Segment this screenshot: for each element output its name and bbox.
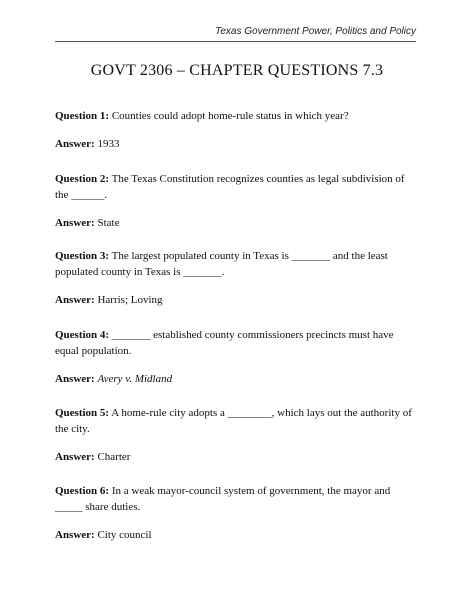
- question-block-1: [55, 108, 416, 152]
- answer-6: [55, 527, 416, 543]
- answer-label: Answer:: [55, 217, 95, 229]
- question-block-5: [55, 405, 416, 465]
- question-text: A home-rule city adopts a ________, which lays out the authority of the city.: [55, 407, 412, 435]
- question-label: Question 4:: [55, 329, 110, 341]
- answer-text: Harris; Loving: [97, 294, 163, 306]
- answer-label: Answer:: [55, 451, 95, 463]
- answer-label: Answer:: [55, 294, 95, 306]
- question-5: [55, 405, 416, 437]
- answer-1: [55, 136, 416, 152]
- question-4: [55, 327, 416, 359]
- page-title: GOVT 2306 – CHAPTER QUESTIONS 7.3: [90, 62, 384, 79]
- question-label: Question 6:: [55, 485, 110, 497]
- question-block-4: [55, 327, 416, 387]
- question-6: [55, 483, 416, 515]
- question-label: Question 3:: [55, 250, 110, 262]
- answer-2: [55, 215, 416, 231]
- question-block-2: [55, 171, 416, 231]
- answer-5: [55, 449, 416, 465]
- question-text: The Texas Constitution recognizes counties as legal subdivision of the ______.: [55, 173, 405, 201]
- answer-3: [55, 292, 416, 308]
- question-1: [55, 108, 416, 124]
- answer-text: Charter: [97, 451, 131, 463]
- answer-text: Avery v. Midland: [97, 373, 173, 385]
- answer-label: Answer:: [55, 138, 95, 150]
- question-label: Question 5:: [55, 407, 110, 419]
- running-header: Texas Government Power, Politics and Policy: [215, 26, 416, 37]
- answer-text: City council: [97, 529, 152, 541]
- answer-text: 1933: [97, 138, 120, 150]
- question-text: _______ established county commissioners precincts must have equal population.: [55, 329, 394, 357]
- question-text: In a weak mayor-council system of government, the mayor and _____ share duties.: [55, 485, 391, 513]
- question-text: The largest populated county in Texas is _______ and the least populated county in Texas is _______.: [55, 250, 388, 278]
- question-label: Question 1:: [55, 110, 110, 122]
- question-2: [55, 171, 416, 203]
- question-label: Question 2:: [55, 173, 110, 185]
- question-text: Counties could adopt home-rule status in which year?: [111, 110, 349, 122]
- question-block-6: [55, 483, 416, 543]
- answer-label: Answer:: [55, 373, 95, 385]
- answer-4: [55, 371, 416, 387]
- header-rule: [55, 41, 416, 42]
- answer-label: Answer:: [55, 529, 95, 541]
- question-block-3: [55, 248, 416, 308]
- answer-text: State: [97, 217, 120, 229]
- question-3: [55, 248, 416, 280]
